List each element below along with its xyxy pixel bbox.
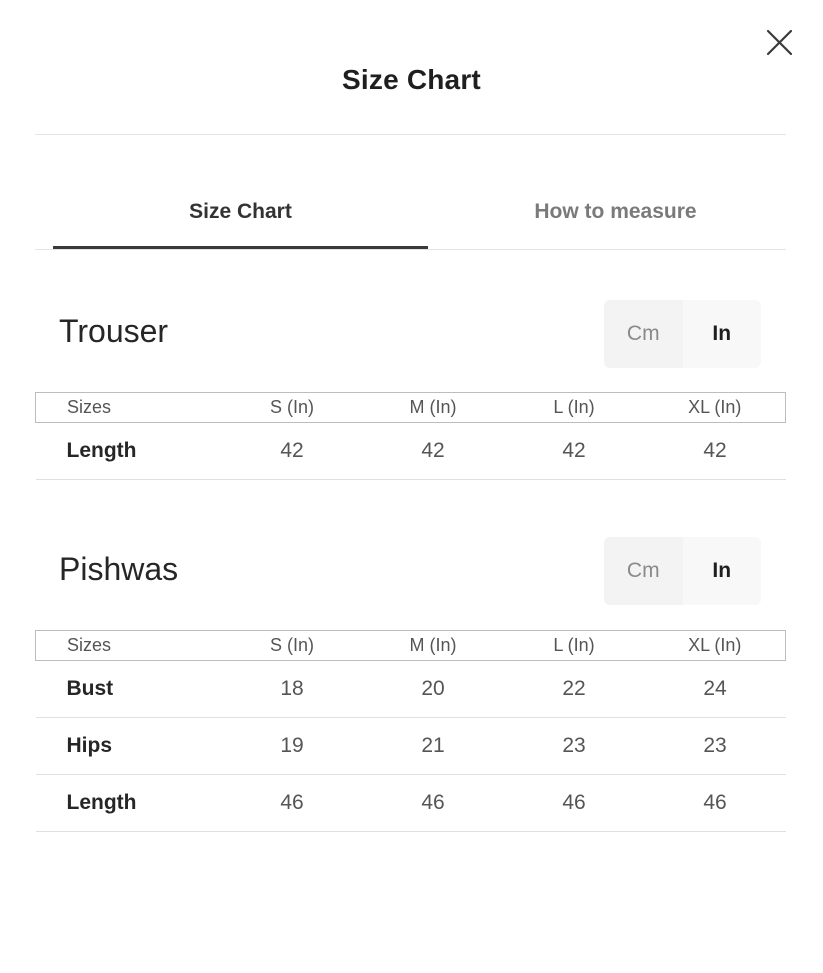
tab-bar: [35, 180, 786, 250]
table-cell: 23: [645, 718, 786, 775]
column-header: S (In): [222, 393, 363, 423]
table-cell: 42: [504, 423, 645, 480]
close-button[interactable]: [763, 27, 795, 59]
table-cell: 42: [222, 423, 363, 480]
column-header: Sizes: [36, 631, 222, 661]
active-tab-indicator: [53, 246, 428, 249]
row-label: Hips: [36, 718, 222, 775]
section-title-pishwas: Pishwas: [59, 551, 179, 587]
table-cell: 46: [504, 775, 645, 832]
column-header: S (In): [222, 631, 363, 661]
table-cell: 22: [504, 661, 645, 718]
section-title-trouser: Trouser: [59, 313, 169, 349]
unit-in-button[interactable]: In: [683, 537, 762, 605]
column-header: XL (In): [645, 631, 786, 661]
table-cell: 42: [363, 423, 504, 480]
row-label: Length: [36, 775, 222, 832]
size-table-trouser: [35, 392, 786, 480]
table-cell: 46: [363, 775, 504, 832]
table-cell: 20: [363, 661, 504, 718]
table-row: [36, 718, 786, 775]
table-header-row: [36, 631, 786, 661]
column-header: XL (In): [645, 393, 786, 423]
tab-how-to-measure[interactable]: How to measure: [534, 200, 697, 223]
table-cell: 46: [645, 775, 786, 832]
modal-title: Size Chart: [342, 64, 481, 95]
divider: [35, 134, 786, 135]
tab-size-chart[interactable]: Size Chart: [189, 200, 292, 223]
column-header: Sizes: [36, 393, 222, 423]
column-header: L (In): [504, 393, 645, 423]
table-row: [36, 423, 786, 480]
table-cell: 18: [222, 661, 363, 718]
table-cell: 21: [363, 718, 504, 775]
table-header-row: [36, 393, 786, 423]
table-cell: 19: [222, 718, 363, 775]
unit-cm-button[interactable]: Cm: [626, 322, 660, 345]
unit-cm-button[interactable]: Cm: [626, 559, 660, 582]
column-header: L (In): [504, 631, 645, 661]
unit-toggle-pishwas: [604, 537, 761, 605]
row-label: Bust: [36, 661, 222, 718]
table-row: [36, 775, 786, 832]
table-row: [36, 661, 786, 718]
close-icon: [763, 27, 795, 59]
table-cell: 46: [222, 775, 363, 832]
unit-in-button[interactable]: In: [683, 300, 762, 368]
table-cell: 23: [504, 718, 645, 775]
column-header: M (In): [363, 631, 504, 661]
table-cell: 42: [645, 423, 786, 480]
unit-toggle-trouser: [604, 300, 761, 368]
size-table-pishwas: [35, 630, 786, 832]
table-cell: 24: [645, 661, 786, 718]
row-label: Length: [36, 423, 222, 480]
column-header: M (In): [363, 393, 504, 423]
